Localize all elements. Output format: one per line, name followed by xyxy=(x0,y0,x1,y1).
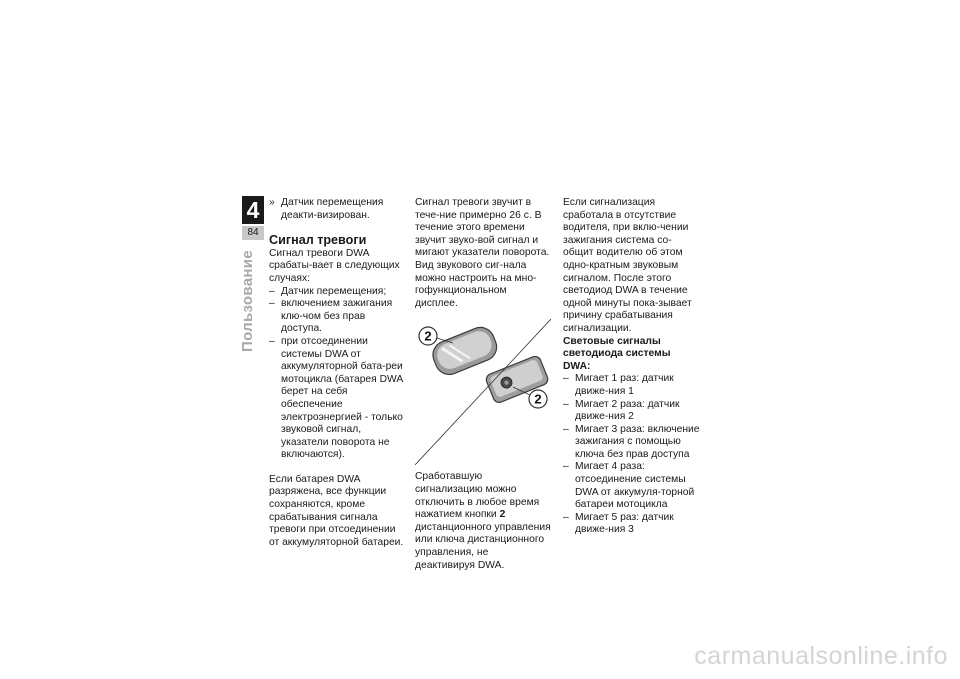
battery-note: Если батарея DWA разряжена, все функции сохраняются, кроме срабатывания сигнала тревоги при отсоединении от аккумуляторной батареи. xyxy=(269,473,404,548)
bullet-arrow-icon: » xyxy=(269,197,275,208)
remote-key-illustration xyxy=(415,319,551,465)
list-item: – включением зажигания клю-чом без прав доступа. xyxy=(269,298,405,336)
list-item: – Мигает 3 раза: включение зажигания с помощью ключа без прав доступа xyxy=(563,424,700,462)
list-item: – Мигает 1 раз: датчик движе-ния 1 xyxy=(563,373,700,398)
page-number: 84 xyxy=(242,226,264,240)
alarm-intro: Сигнал тревоги DWA срабаты-вает в следующих случаях: xyxy=(269,247,400,284)
list-item: – Мигает 2 раза: датчик движе-ния 2 xyxy=(563,399,700,424)
callout-label: 2 xyxy=(424,328,432,344)
chapter-number-tab: 4 xyxy=(242,196,264,224)
chapter-title: Пользование xyxy=(239,250,256,352)
watermark: carmanualsonline.info xyxy=(694,642,948,670)
list-item: – Датчик перемещения; xyxy=(269,286,405,299)
disable-alarm-text: Сработавшую сигнализацию можно отключить в любое время нажатием кнопки 2 дистанционного управления или ключа дистанционного управления, не деактивируя DWA. xyxy=(415,471,551,571)
list-item: – при отсоединении системы DWA от аккумуляторной бата-реи мотоцикла (батарея DWA берет на себя обеспечение электроэнергией - только звуковой сигнал, указатели поворота не включаются). xyxy=(269,336,405,462)
list-item: – Мигает 4 раза: отсоединение системы DWA от аккумуля-торной батареи мотоцикла xyxy=(563,461,700,511)
bullet-text: Датчик перемещения деакти-визирован. xyxy=(281,197,384,221)
callout-label: 2 xyxy=(534,391,542,407)
column-2 xyxy=(415,197,551,572)
alarm-duration-text: Сигнал тревоги звучит в тече-ние примерно 26 с. В течение этого времени звучит звуко-вой сигнал и мигают указатели поворота. Вид звукового сиг-нала можно настроить на мно-гофункциональном дисплее. xyxy=(415,197,550,309)
led-signals-heading: Световые сигналы светодиода системы DWA: xyxy=(563,335,671,372)
result-bullet xyxy=(269,197,405,222)
section-heading-alarm: Сигнал тревоги xyxy=(269,233,367,248)
absence-alarm-text: Если сигнализация сработала в отсутствие водителя, при вклю-чении зажигания система со-общит водителю об этом одно-кратным звуковым сигналом. После этого светодиод DWA в течение одной минуты пока-зывает причину срабатывания сигнализации. xyxy=(563,197,692,334)
column-1 xyxy=(269,197,405,549)
list-item: – Мигает 5 раз: датчик движе-ния 3 xyxy=(563,512,700,537)
remote-key-figure xyxy=(415,319,551,465)
key-reference: 2 xyxy=(499,509,506,521)
column-3 xyxy=(563,197,700,537)
